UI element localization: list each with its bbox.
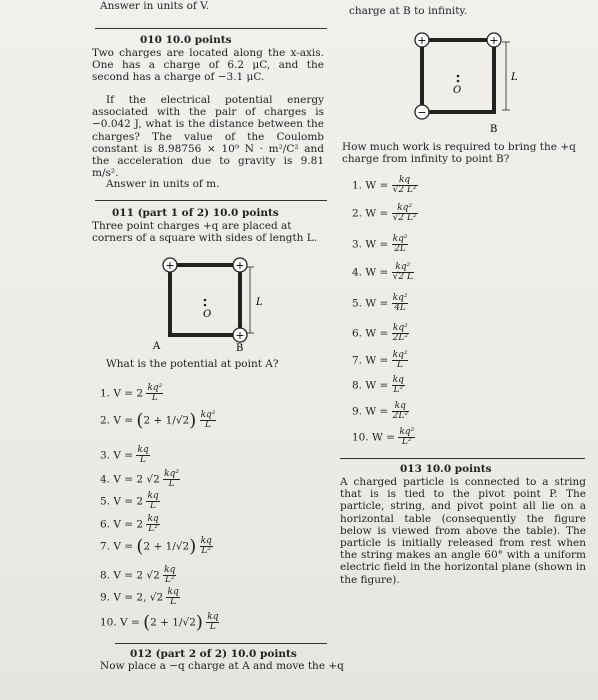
paren-expr: 2 + 1/√2	[143, 540, 190, 553]
label-o: O	[203, 309, 212, 320]
q012-header: 012 (part 2 of 2) 10.0 points	[130, 648, 297, 660]
fraction-denominator: L	[170, 597, 177, 607]
fraction-numerator: kq²	[392, 323, 408, 333]
q012-text: Now place a −q charge at A and move the +q	[100, 660, 344, 672]
fraction	[166, 588, 179, 607]
q012-option-3	[352, 235, 408, 254]
option-number: 6.	[100, 518, 114, 531]
q012-option-4	[352, 263, 414, 282]
fraction	[392, 263, 414, 282]
q012-option-9	[352, 402, 409, 421]
label-l: L	[256, 297, 263, 308]
fraction-numerator: kq	[147, 514, 159, 524]
option-prefix: W =	[365, 207, 392, 220]
square-diagram-right	[408, 26, 528, 141]
option-prefix: V = 2	[113, 495, 147, 508]
svg-text:+: +	[417, 34, 427, 47]
option-number: 5.	[100, 495, 114, 508]
fraction	[200, 411, 217, 430]
label-b: B	[236, 343, 244, 354]
fraction-denominator: L²	[148, 524, 158, 534]
q012-option-2	[352, 204, 418, 223]
q013-text: A charged particle is connected to a string that is is tied to the pivot point P. The particle, string, and pivot point all lie on a horizontal table (consequently the figure below is viewed from above the table). The particle is initially released from rest when the string makes an angle 60° with a uniform electric field in the horizontal plane (shown in the figure).	[340, 476, 586, 586]
q012-option-7	[352, 351, 408, 370]
q012-option-1	[352, 176, 418, 195]
fraction-numerator: kq	[147, 491, 159, 501]
option-number: 4.	[352, 266, 366, 279]
fraction-numerator: kq	[164, 565, 176, 575]
fraction-denominator: L	[150, 501, 157, 511]
fraction-denominator: 2L²	[392, 411, 408, 421]
fraction-numerator: kq²	[392, 293, 408, 303]
fraction-denominator: L	[205, 420, 211, 430]
fraction	[392, 324, 409, 343]
option-number: 1.	[100, 387, 114, 400]
option-number: 9.	[100, 591, 114, 604]
option-number: 7.	[100, 540, 114, 553]
paren-open: (	[143, 612, 151, 633]
fraction-numerator: kq	[392, 375, 404, 385]
fraction-denominator: √2 L	[392, 272, 413, 282]
option-prefix: V = 2, √2	[113, 591, 167, 604]
q011-header: 011 (part 1 of 2) 10.0 points	[112, 207, 279, 219]
center-dot	[457, 75, 460, 78]
fraction	[146, 384, 163, 403]
fraction	[146, 515, 159, 534]
option-number: 2.	[100, 414, 114, 427]
q011-option-6	[100, 515, 160, 534]
fraction-denominator: L	[168, 479, 175, 489]
fraction-denominator: 4L	[394, 303, 406, 313]
option-prefix: V = 2	[113, 387, 147, 400]
q011-option-7	[100, 536, 213, 557]
fraction-numerator: kq	[200, 536, 212, 546]
fraction	[146, 492, 159, 511]
option-prefix: W =	[365, 405, 392, 418]
svg-text:−: −	[417, 106, 427, 119]
right-question: How much work is required to bring the +q charge from infinity to point B?	[342, 141, 576, 166]
paren-close: )	[189, 536, 197, 557]
center-dot	[204, 299, 207, 302]
option-number: 6.	[352, 327, 366, 340]
q012-option-6	[352, 324, 409, 343]
option-prefix: V =	[113, 449, 137, 462]
fraction-numerator: kq²	[392, 234, 408, 244]
svg-text:+: +	[165, 259, 175, 272]
divider	[95, 200, 327, 201]
fraction-numerator: kq²	[399, 427, 415, 437]
option-number: 8.	[352, 379, 366, 392]
fraction-numerator: kq²	[147, 383, 163, 393]
label-l: L	[511, 72, 518, 83]
answer-units-v: Answer in units of V.	[100, 0, 210, 12]
fraction-numerator: kq	[207, 612, 219, 622]
fraction-numerator: kq²	[392, 350, 408, 360]
fraction	[163, 566, 176, 585]
q010-text2: If the electrical potential energy associated with the pair of charges is −0.042 J, what is the distance between the charges? The value of the Coulomb constant is 8.98756 × 10⁹ N · m²/C² and the acceleration due to gravity is 9.81 m/s².	[92, 94, 324, 180]
option-number: 5.	[352, 297, 366, 310]
fraction-numerator: kq	[137, 445, 149, 455]
svg-text:+: +	[489, 34, 499, 47]
option-number: 7.	[352, 354, 366, 367]
label-o: O	[453, 85, 462, 96]
option-prefix: V = 2	[113, 518, 147, 531]
fraction-numerator: kq	[392, 402, 409, 412]
option-prefix: V = 2 √2	[113, 473, 164, 486]
fraction-denominator: L²	[393, 385, 404, 395]
fraction	[392, 402, 409, 421]
paren-open: (	[136, 536, 144, 557]
square-diagram-left	[150, 255, 270, 355]
q011-question: What is the potential at point A?	[106, 358, 279, 370]
q011-option-10	[100, 612, 219, 633]
q011-option-4	[100, 470, 180, 489]
option-prefix: W =	[365, 354, 392, 367]
fraction-numerator: kq	[392, 176, 418, 186]
q010-answer-units: Answer in units of m.	[106, 178, 220, 190]
q010-header: 010 10.0 points	[140, 34, 232, 46]
fraction-denominator: L²	[201, 546, 211, 556]
q010-text: Two charges are located along the x-axis. One has a charge of 6.2 μC, and the second has a charge of −3.1 μC.	[92, 47, 324, 84]
fraction-denominator: 2L	[394, 244, 406, 254]
option-number: 3.	[100, 449, 114, 462]
q011-option-1	[100, 384, 163, 403]
option-prefix: V =	[113, 540, 137, 553]
right-top-text: charge at B to infinity.	[349, 5, 468, 17]
fraction	[392, 294, 409, 313]
q013-header: 013 10.0 points	[400, 463, 492, 475]
paren-open: (	[136, 410, 144, 431]
paren-expr: 2 + 1/√2	[143, 414, 190, 427]
option-number: 2.	[352, 207, 366, 220]
label-b: B	[490, 124, 498, 135]
option-number: 9.	[352, 405, 366, 418]
option-number: 8.	[100, 569, 114, 582]
option-prefix: W =	[365, 266, 392, 279]
fraction-numerator: kq²	[392, 263, 414, 273]
fraction	[392, 204, 418, 223]
option-number: 3.	[352, 238, 366, 251]
svg-text:+: +	[235, 329, 245, 342]
option-prefix: W =	[372, 431, 399, 444]
q011-option-3	[100, 446, 150, 465]
q012-option-5	[352, 294, 408, 313]
fraction	[200, 537, 213, 556]
paren-expr: 2 + 1/√2	[150, 616, 196, 629]
fraction-denominator: √2 L²	[392, 185, 417, 195]
fraction-numerator: kq²	[200, 410, 216, 420]
option-number: 10.	[352, 431, 373, 444]
q011-option-5	[100, 492, 160, 511]
fraction-numerator: kq²	[392, 204, 418, 214]
fraction	[392, 235, 409, 254]
svg-text:+: +	[235, 259, 245, 272]
q012-option-8	[352, 376, 405, 395]
fraction	[392, 376, 405, 395]
option-prefix: W =	[365, 297, 392, 310]
label-a: A	[153, 341, 161, 352]
fraction	[136, 446, 149, 465]
fraction-numerator: kq	[167, 587, 179, 597]
fraction-denominator: L²	[164, 575, 175, 585]
divider	[95, 28, 327, 29]
option-number: 10.	[100, 616, 121, 629]
paren-close: )	[189, 410, 197, 431]
fraction	[398, 428, 415, 447]
option-number: 4.	[100, 473, 114, 486]
fraction-denominator: L	[397, 360, 404, 370]
q011-text: Three point charges +q are placed at corners of a square with sides of length L.	[92, 220, 318, 245]
option-prefix: W =	[365, 379, 392, 392]
fraction-numerator: kq²	[164, 469, 179, 479]
fraction-denominator: L	[151, 393, 158, 403]
option-prefix: W =	[365, 327, 392, 340]
paren-close: )	[195, 612, 203, 633]
divider	[115, 643, 327, 644]
fraction-denominator: √2 L²	[392, 213, 417, 223]
option-prefix: W =	[365, 238, 392, 251]
q011-option-9	[100, 588, 180, 607]
divider	[340, 458, 585, 459]
option-prefix: W =	[365, 179, 392, 192]
q011-option-8	[100, 566, 176, 585]
fraction	[392, 176, 418, 195]
fraction-denominator: L²	[401, 437, 412, 447]
q011-option-2	[100, 410, 216, 431]
option-prefix: V = 2 √2	[113, 569, 164, 582]
option-prefix: V =	[113, 414, 137, 427]
fraction	[392, 351, 409, 370]
option-prefix: V =	[120, 616, 144, 629]
fraction-denominator: L	[140, 455, 147, 465]
option-number: 1.	[352, 179, 366, 192]
fraction	[163, 470, 180, 489]
fraction-denominator: L	[209, 622, 216, 632]
q012-option-10	[352, 428, 415, 447]
fraction	[206, 613, 219, 632]
fraction-denominator: 2L²	[392, 333, 408, 343]
